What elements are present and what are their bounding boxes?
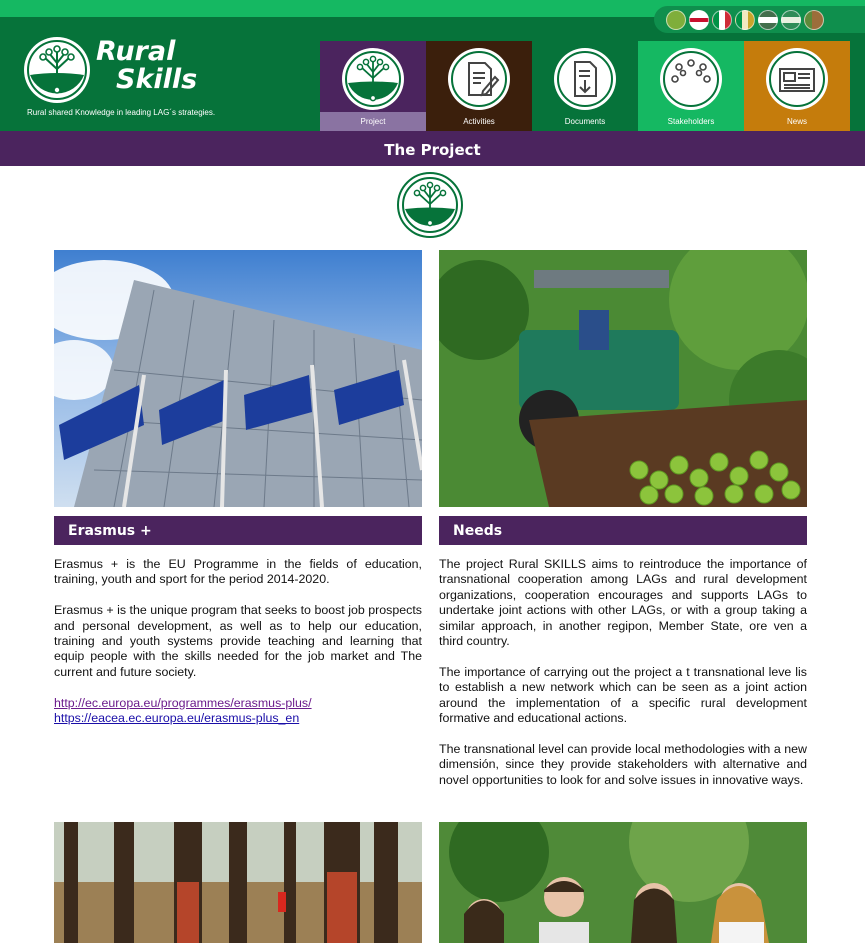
nav-label-stakeholders: Stakeholders xyxy=(667,117,715,126)
page-title: The Project xyxy=(0,131,865,166)
nav-item-documents[interactable] xyxy=(532,41,638,131)
portuguese-flag-icon[interactable] xyxy=(666,10,686,30)
main-nav xyxy=(320,41,850,131)
nav-label-documents: Documents xyxy=(564,117,606,126)
andalusian-flag-icon[interactable] xyxy=(781,10,801,30)
tree-logo-icon xyxy=(22,35,92,105)
erasmus-paragraph-1: Erasmus + is the EU Programme in the fields of education, training, youth and sport for the period 2014-2020. xyxy=(54,557,422,587)
hungarian-flag-icon[interactable] xyxy=(758,10,778,30)
nav-item-project[interactable] xyxy=(320,41,426,131)
tagline: Rural shared Knowledge in leading LAG´s strategies. xyxy=(27,108,216,117)
needs-paragraph-2: The importance of carrying out the project a t transnational leve lis to establish a new network which can be seen as a joint action around the implementation of a specific rural development formative and educational actions. xyxy=(439,664,807,726)
logo-line-2: Skills xyxy=(116,64,198,95)
erasmus-paragraph-2: Erasmus + is the unique program that seeks to boost job prospects and personal development, as well as to help our education, training and youth systems provide teaching and learning that equip people with the skills needed for the job market and The current and future society. xyxy=(54,603,422,679)
needs-paragraph-3: The transnational level can provide local methodologies with a new dimensión, since they provide stakeholders with alternative and novel opportunities to look for and solve issues in innovative ways. xyxy=(439,741,807,787)
nav-label-news: News xyxy=(786,117,807,126)
newspaper-icon xyxy=(765,47,829,111)
eacea-link[interactable]: https://eacea.ec.europa.eu/erasmus-plus_en xyxy=(54,711,300,726)
english-flag-icon[interactable] xyxy=(689,10,709,30)
tree-logo-icon xyxy=(397,172,463,238)
portugal-flag-icon[interactable] xyxy=(804,10,824,30)
section-title-erasmus: Erasmus + xyxy=(54,516,422,545)
needs-body xyxy=(439,557,807,803)
document-pencil-icon xyxy=(447,47,511,111)
dots-circle-icon xyxy=(659,47,723,111)
needs-paragraph-1: The project Rural SKILLS aims to reintroduce the importance of transnational cooperation among LAGs and rural development organizations, cooperation encourages and supports LAGs to undertake joint actions with other LAGs, or with a group taking a similar approach, in another regipon, Member State, ore ven a third country. xyxy=(439,557,807,649)
logo-line-1: Rural xyxy=(96,36,176,67)
logo-wordmark xyxy=(96,38,197,94)
nav-label-project: Project xyxy=(320,112,426,131)
erasmus-plus-link[interactable]: http://ec.europa.eu/programmes/erasmus-plus/ xyxy=(54,695,312,710)
document-download-icon xyxy=(553,47,617,111)
eu-building-photo xyxy=(54,250,422,507)
italian-flag-icon[interactable] xyxy=(712,10,732,30)
forest-photo xyxy=(54,822,422,943)
nav-item-news[interactable] xyxy=(744,41,850,131)
erasmus-body xyxy=(54,557,422,726)
nav-item-activities[interactable] xyxy=(426,41,532,131)
italian-flag-icon-2[interactable] xyxy=(735,10,755,30)
language-selector xyxy=(654,6,865,33)
section-title-needs: Needs xyxy=(439,516,807,545)
tree-icon xyxy=(341,47,405,111)
students-photo xyxy=(439,822,807,943)
tractor-apples-photo xyxy=(439,250,807,507)
nav-item-stakeholders[interactable] xyxy=(638,41,744,131)
nav-label-activities: Activities xyxy=(463,117,495,126)
